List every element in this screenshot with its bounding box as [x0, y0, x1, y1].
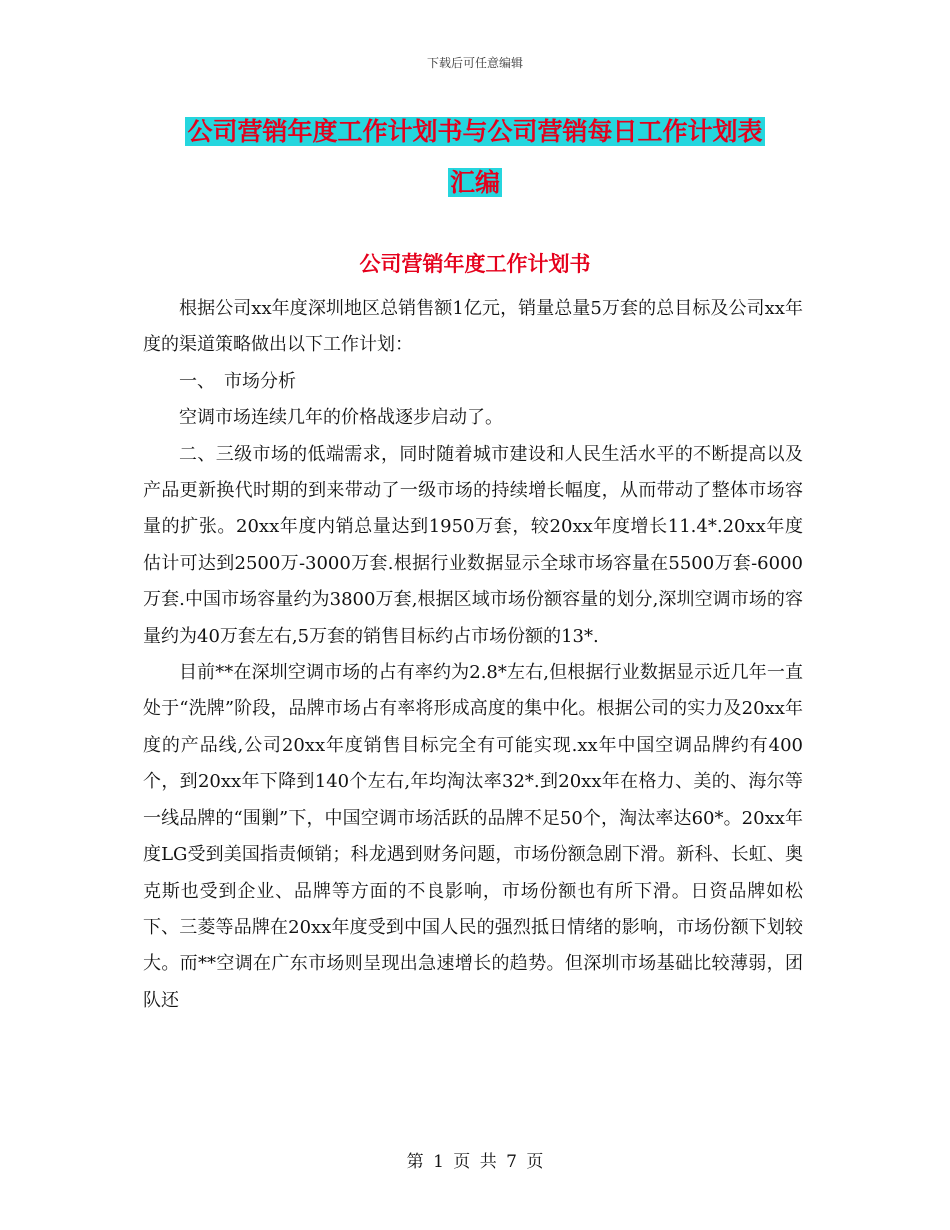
- paragraph-intro: 根据公司xx年度深圳地区总销售额1亿元，销量总量5万套的总目标及公司xx年度的渠道策略做出以下工作计划：: [143, 298, 803, 356]
- paragraph-market-demand: 二、三级市场的低端需求，同时随着城市建设和人民生活水平的不断提高以及产品更新换代时期的到来带动了一级市场的持续增长幅度，从而带动了整体市场容量的扩张。20xx年度内销总量达到1950万套，较20xx年度增长11.4*.20xx年度估计可达到2500万-3000万套.根据行业数据显示全球市场容量在5500万套-6000万套.中国市场容量约为3800万套,根据区域市场份额容量的划分,深圳空调市场的容量约为40万套左右,5万套的销售目标约占市场份额的13*.: [143, 443, 803, 647]
- paragraph-market-share: 目前**在深圳空调市场的占有率约为2.8*左右,但根据行业数据显示近几年一直处于“洗牌”阶段，品牌市场占有率将形成高度的集中化。根据公司的实力及20xx年度的产品线,公司20xx年度销售目标完全有可能实现.xx年中国空调品牌约有400个，到20xx年下降到140个左右,年均淘汰率32*.到20xx年在格力、美的、海尔等一线品牌的“围剿”下，中国空调市场活跃的品牌不足50个，淘汰率达60*。20xx年度LG受到美国指责倾销；科龙遇到财务问题，市场份额急剧下滑。新科、长虹、奥克斯也受到企业、品牌等方面的不良影响，市场份额也有所下滑。日资品牌如松下、三菱等品牌在20xx年度受到中国人民的强烈抵日情绪的影响，市场份额下划较大。而**空调在广东市场则呈现出急速增长的趋势。但深圳市场基础比较薄弱，团队还: [143, 662, 803, 1011]
- title-line-2: 汇编: [449, 168, 500, 197]
- section-title: 公司营销年度工作计划书: [359, 251, 591, 276]
- body-text: [143, 291, 803, 1019]
- paragraph-heading-market-analysis: 一、 市场分析: [179, 370, 296, 392]
- paragraph-price-war: 空调市场连续几年的价格战逐步启动了。: [179, 407, 503, 429]
- header-note: 下载后可任意编辑: [426, 56, 523, 70]
- document-title: [150, 106, 800, 208]
- title-line-1: 公司营销年度工作计划书与公司营销每日工作计划表: [187, 117, 763, 146]
- page-footer: 第 1 页 共 7 页: [406, 1152, 544, 1172]
